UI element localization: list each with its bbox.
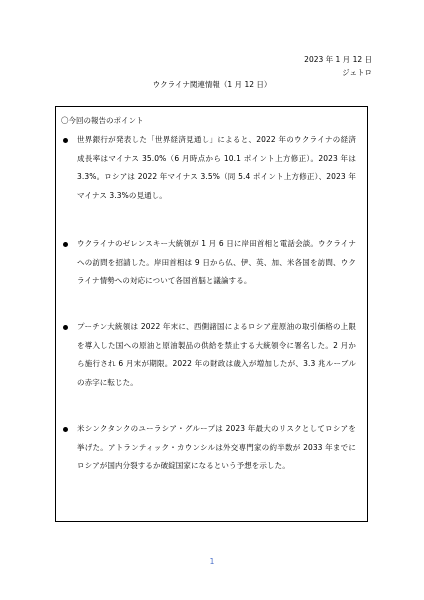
list-item-text: プーチン大統領は 2022 年末に、西側諸国によるロシア産原油の取引価格の上限を導入した国への原油と原油製品の供給を禁止する大統領令に署名した。2 月から施行され 6 月末が期限。2022 年の財政は歳入が増加したが、3.3 兆ルーブルの赤字に転じた。: [77, 322, 356, 387]
organization-line: ジェトロ: [342, 68, 372, 77]
date-line: 2023 年 1 月 12 日: [304, 55, 372, 64]
page-number: 1: [209, 557, 215, 566]
bullet-icon: [63, 138, 68, 143]
list-item-text: ウクライナのゼレンスキー大統領が 1 月 6 日に岸田首相と電話会談。ウクライナへの訪問を招請した。岸田首相は 9 日から仏、伊、英、加、米各国を訪問、ウクライナ情勢への対応について各国首脳と議論する。: [77, 239, 356, 285]
bullet-icon: [63, 325, 68, 330]
document-title: ウクライナ関連情報（1 月 12 日）: [152, 80, 272, 89]
box-heading: 〇今回の報告のポイント: [61, 116, 144, 125]
bullet-icon: [63, 242, 68, 247]
summary-box: [55, 106, 368, 522]
list-item-text: 世界銀行が発表した「世界経済見通し」によると、2022 年のウクライナの経済成長率はマイナス 35.0%（6 月時点から 10.1 ポイント上方修正）。2023 年は 3.3%。ロシアは 2022 年マイナス 3.5%（同 5.4 ポイント上方修正）、2023 年マイナス 3.3%の見通し。: [77, 135, 356, 200]
bullet-icon: [63, 427, 68, 432]
list-item-text: 米シンクタンクのユーラシア・グループは 2023 年最大のリスクとしてロシアを挙げた。アトランティック・カウンシルは外交専門家の約半数が 2033 年までにロシアが国内分裂するか破綻国家になるという予想を示した。: [77, 424, 356, 470]
